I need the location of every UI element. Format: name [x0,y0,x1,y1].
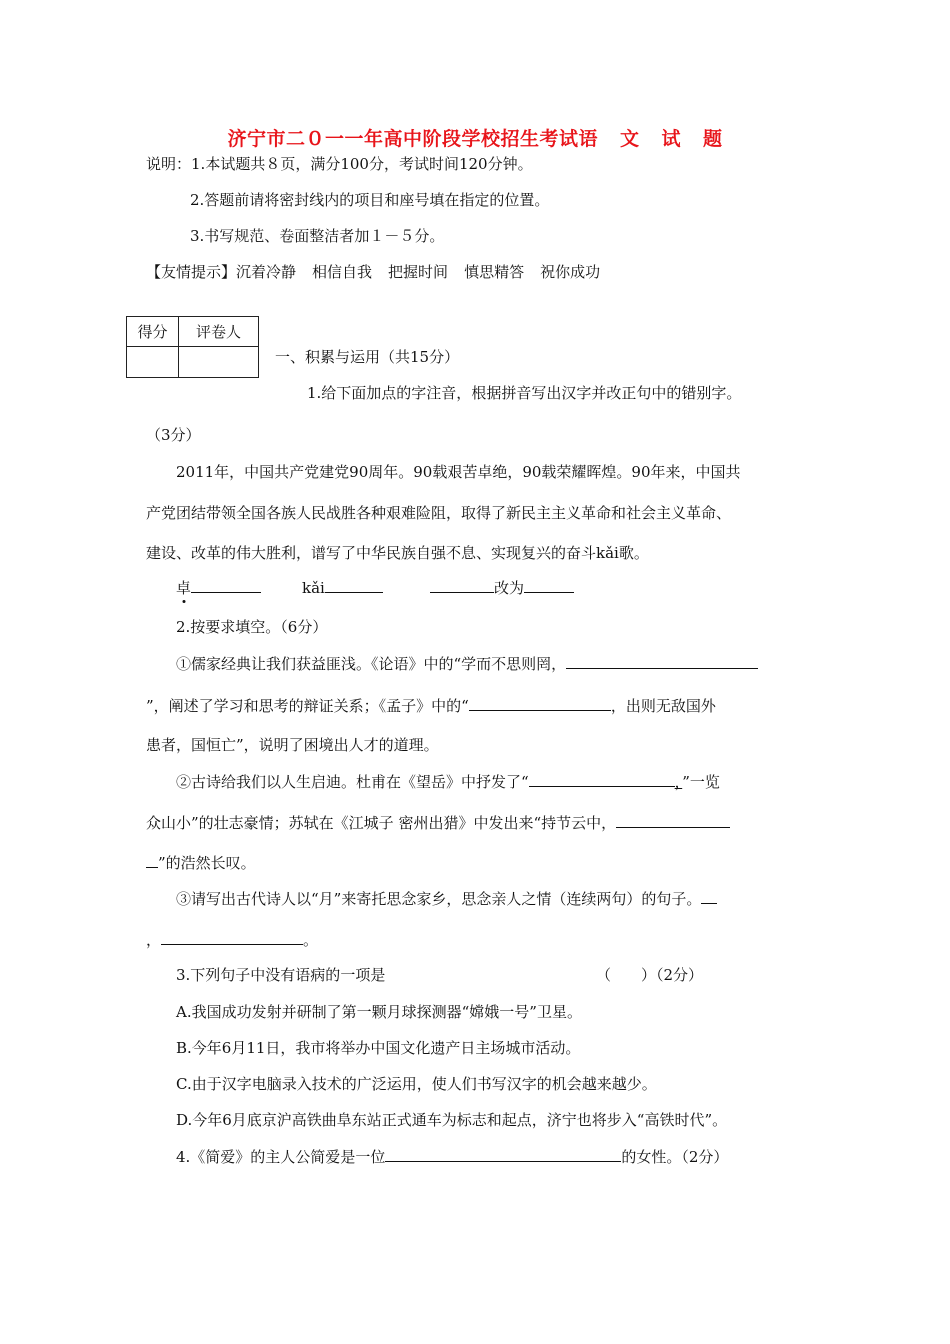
q2-blank-4-cont[interactable] [146,851,158,868]
q1-change-label: 改为 [494,579,525,597]
score-header: 得分 [127,317,179,347]
q1-blank-hanzi[interactable] [325,576,383,593]
q2-s3-line-1 [176,887,717,909]
q2-blank-2[interactable] [469,694,611,711]
q3-option-c: C.由于汉字电脑录入技术的广泛运用，使人们书写汉字的机会越来越少。 [176,1075,657,1093]
q2-s2-comma: ， [674,773,683,791]
q1-prompt: 1.给下面加点的字注音，根据拼音写出汉字并改正句中的错别字。 [307,384,742,402]
q2-blank-1[interactable] [566,652,758,669]
q1-answer-kai [302,576,383,597]
q1-passage-line-1: 2011年，中国共产党建党90周年。90载艰苦卓绝，90载荣耀晖煌。90年来，中国共 [176,463,741,481]
q2-s3-end: 。 [303,931,319,949]
q2-prompt: 2.按要求填空。（6分） [176,618,328,636]
instructions-label: 说明： [146,155,192,173]
friendly-tips [146,261,600,282]
instruction-item-3: 3.书写规范、卷面整洁者加１－５分。 [190,227,445,245]
q1-dotted-char: 卓 [176,579,192,597]
instructions-line-1 [146,153,533,174]
q3-option-b: B.今年6月11日，我市将举办中国文化遗产日主场城市活动。 [176,1039,581,1057]
q2-s1-text-b: ”，阐述了学习和思考的辩证关系；《孟子》中的“ [146,697,469,715]
q2-blank-4[interactable] [616,811,730,828]
title-part-2: 文 [619,128,640,150]
title-part-4: 题 [703,128,723,150]
q1-answer-correction [430,576,574,598]
title-part-1: 济宁市二０一一年高中阶段学校招生考试语 [227,128,598,150]
q1-passage-line-2: 产党团结带领全国各族人民战胜各种艰难险阻，取得了新民主主义革命和社会主义革命、 [146,504,732,522]
q2-blank-3[interactable] [529,770,675,787]
instruction-item-2: 2.答题前请将密封线内的项目和座号填在指定的位置。 [190,191,550,209]
q1-answer-row [176,576,261,598]
q2-s2-text-d: ”的浩然长叹。 [158,854,256,872]
q1-blank-wrong-char[interactable] [430,576,494,593]
tip-2: 相信自我 [312,263,373,281]
q3-answer-bracket[interactable]: （ ）（2分） [596,966,704,984]
tip-4: 慎思精答 [464,263,525,281]
q2-s3-line-2 [146,928,318,950]
q4-text-a: 4.《简爱》的主人公简爱是一位 [176,1148,386,1166]
q4-blank[interactable] [385,1145,621,1162]
q3-option-d: D.今年6月底京沪高铁曲阜东站正式通车为标志和起点，济宁也将步入“高铁时代”。 [176,1111,728,1129]
q2-s2-line-2 [146,811,730,833]
q1-points: （3分） [146,426,201,444]
q2-s2-line-3 [146,851,256,873]
q1-blank-pinyin[interactable] [191,576,261,593]
tip-1: 沉着冷静 [236,263,297,281]
tip-3: 把握时间 [388,263,449,281]
q2-s1-line-3: 患者，国恒亡”，说明了困境出人才的道理。 [146,736,439,754]
section-heading: 一、积累与运用（共15分） [275,348,460,366]
q2-s2-line-1 [176,770,720,792]
q2-s2-text-c: 众山小”的壮志豪情；苏轼在《江城子 密州出猎》中发出来“持节云中， [146,814,617,832]
q2-blank-5[interactable] [701,887,717,904]
title-part-3: 试 [661,128,682,150]
grader-header: 评卷人 [179,317,259,347]
tips-label: 【友情提示】 [146,263,237,281]
q2-blank-6[interactable] [161,928,303,945]
q3-prompt: 3.下列句子中没有语病的一项是 [176,966,386,984]
q2-s1-text-a: ①儒家经典让我们获益匪浅。《论语》中的“学而不思则罔， [176,655,567,673]
q4-line [176,1145,728,1167]
q2-s1-line-1 [176,652,758,674]
score-cell[interactable] [127,347,179,378]
exam-title [0,124,950,151]
q1-pinyin-label: kǎi [302,579,325,597]
q2-s2-text-b: ”一览 [682,773,720,791]
q4-text-b: 的女性。（2分） [621,1148,729,1166]
grader-cell[interactable] [179,347,259,378]
score-table [126,316,259,378]
q2-s1-text-c: ，出则无敌国外 [610,697,716,715]
q2-s1-line-2 [146,694,716,716]
q2-s3-text-a: ③请写出古代诗人以“月”来寄托思念家乡，思念亲人之情（连续两句）的句子。 [176,890,702,908]
q2-s3-comma: ， [146,931,162,949]
instruction-item-1: 1.本试题共８页，满分100分，考试时间120分钟。 [191,155,533,173]
q1-blank-correct-char[interactable] [524,576,574,593]
q3-option-a: A.我国成功发射并研制了第一颗月球探测器“嫦娥一号”卫星。 [176,1003,582,1021]
q1-passage-line-3: 建设、改革的伟大胜利，谱写了中华民族自强不息、实现复兴的奋斗kǎi歌。 [146,544,649,562]
q2-s2-text-a: ②古诗给我们以人生启迪。杜甫在《望岳》中抒发了“ [176,773,529,791]
tip-5: 祝你成功 [540,263,601,281]
